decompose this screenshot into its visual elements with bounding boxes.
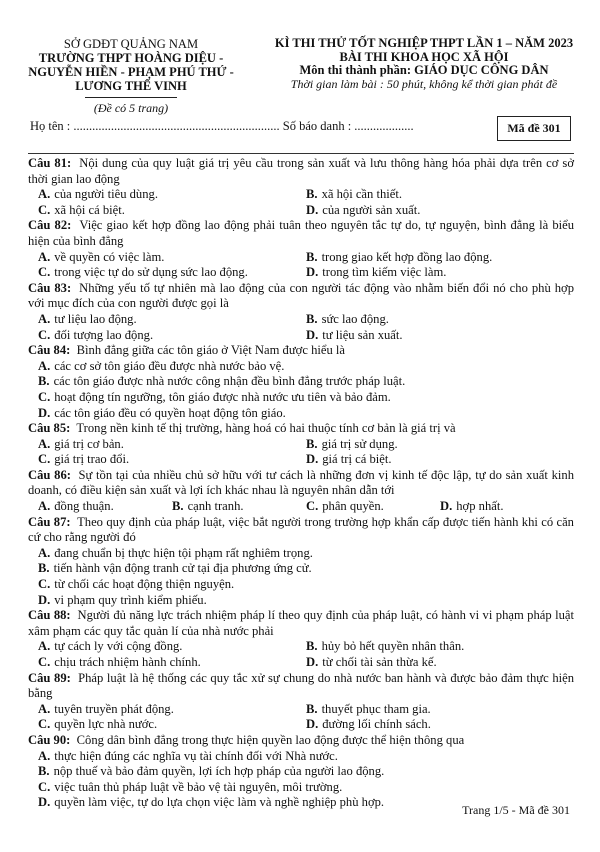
school-name-line-2: NGUYỄN HIỀN - PHẠM PHÚ THỨ - [28,65,234,79]
answer-option-a[interactable] [38,437,306,453]
option-label: C. [38,327,51,342]
answer-option-c[interactable] [38,717,306,733]
question-85 [28,421,574,468]
question-text: Công dân bình đẳng trong thực hiện quyền lao động được thể hiện thông qua [76,732,465,747]
answer-option-b[interactable] [38,764,574,780]
option-label: D. [38,795,51,810]
option-label: C. [38,265,51,280]
answer-option-c[interactable] [38,452,306,468]
option-text: trong việc tự do sử dụng sức lao động. [54,265,248,280]
question-number: Câu 81: [28,156,72,170]
option-label: C. [38,452,51,467]
school-name-line-1: TRƯỜNG THPT HOÀNG DIỆU - [38,51,224,65]
option-text: thuyết phục tham gia. [321,701,431,716]
option-label: A. [38,639,51,654]
question-stem [28,421,574,437]
option-label: D. [38,592,51,607]
question-90 [28,733,574,811]
option-text: giá trị cơ bản. [54,436,124,451]
option-text: đồng thuận. [54,499,114,514]
option-label: A. [38,187,51,202]
option-label: C. [38,655,51,669]
answer-options [28,639,574,670]
question-stem [28,671,574,702]
candidate-info [30,119,414,134]
answer-option-d[interactable] [306,265,574,281]
question-82 [28,218,574,280]
question-number: Câu 89: [28,670,71,685]
question-text: Người đủ năng lực trách nhiệm pháp lí theo quy định của pháp luật, có hành vi vi phạm pháp luật xâm phạm các quy tắc quản lí của nhà nước phải [28,608,574,638]
question-stem [28,281,574,312]
option-text: chịu trách nhiệm hành chính. [54,655,201,669]
option-label: D. [306,265,319,280]
question-number: Câu 84: [28,343,71,358]
answer-option-a[interactable] [38,639,306,655]
option-label: A. [38,311,51,326]
option-label: B. [306,436,318,451]
answer-option-a[interactable] [38,187,306,203]
option-text: của người tiêu dùng. [54,187,158,202]
answer-option-b[interactable] [306,187,574,203]
answer-option-c[interactable] [38,780,574,796]
answer-options [28,437,574,468]
answer-option-d[interactable] [306,655,574,671]
question-stem [28,733,574,749]
answer-options [28,250,574,281]
answer-option-c[interactable] [38,655,306,671]
option-label: D. [440,499,453,514]
option-text: của người sản xuất. [322,202,421,217]
answer-option-d[interactable] [38,406,574,422]
candidate-name-field: Họ tên : .................................................................. [30,119,280,133]
option-text: tuyên truyền phát động. [54,701,174,716]
option-label: C. [38,577,51,592]
answer-options [28,702,574,733]
answer-options [28,749,574,811]
option-label: B. [38,764,50,779]
option-label: D. [38,405,51,420]
option-label: C. [38,779,51,794]
option-text: thực hiện đúng các nghĩa vụ tài chính đối với Nhà nước. [54,748,338,763]
time-note: Thời gian làm bài : 50 phút, không kể thời gian phát đề [290,77,558,92]
answer-options [28,312,574,343]
option-text: từ chối các hoạt động thiện nguyện. [54,577,235,592]
question-87 [28,515,574,609]
question-stem [28,156,574,187]
question-number: Câu 88: [28,608,71,623]
answer-options [28,546,574,608]
option-text: tiến hành vận động tranh cử tại địa phương ứng cử. [53,561,312,576]
option-label: A. [38,358,51,373]
option-label: B. [306,187,318,202]
answer-option-a[interactable] [38,359,574,375]
question-81 [28,156,574,218]
candidate-id-field: Số báo danh : ................... [282,119,414,133]
school-name-line-3: LƯƠNG THẾ VINH [75,79,187,93]
question-text: Trong nền kinh tế thị trường, hàng hoá có hai thuộc tính cơ bản là giá trị và [76,421,456,436]
option-text: cạnh tranh. [187,499,244,514]
option-label: A. [38,545,51,560]
answer-option-b[interactable] [306,250,574,266]
answer-option-b[interactable] [38,561,574,577]
option-text: các tôn giáo đều có quyền hoạt động tôn giáo. [54,405,286,420]
option-text: tư liệu sản xuất. [322,327,403,342]
question-text: Những yếu tố tự nhiên mà lao động của con người tác động vào nhằm biến đổi nó cho phù hợp với mục đích của con người được gọi là [28,280,574,311]
answer-option-c[interactable] [38,328,306,344]
option-text: các cơ sở tôn giáo đều được nhà nước bảo vệ. [54,358,285,373]
option-text: nộp thuế và bảo đảm quyền, lợi ích hợp pháp của người lao động. [53,764,385,779]
question-text: Việc giao kết hợp đồng lao động phải tuân theo nguyên tắc tự do, tự nguyện, bình đẳng là biểu hiện của bình đẳng [28,218,574,248]
answer-option-a[interactable] [38,749,574,765]
option-label: C. [38,717,51,732]
option-text: đường lối chính sách. [322,717,431,732]
answer-option-b[interactable] [306,702,574,718]
option-label: B. [306,311,318,326]
question-number: Câu 83: [28,280,72,295]
question-text: Theo quy định của pháp luật, việc bắt người trong trường hợp khẩn cấp được tiến hành khi có căn cứ cho rằng người đó [28,514,574,545]
option-text: sức lao động. [321,311,389,326]
option-label: D. [306,452,319,467]
question-stem [28,608,574,639]
option-label: D. [306,655,319,669]
answer-option-d[interactable] [38,593,574,609]
option-text: quyền làm việc, tự do lựa chọn việc làm và nghề nghiệp phù hợp. [54,795,385,810]
question-text: Pháp luật là hệ thống các quy tắc xử sự chung do nhà nước ban hành và được bảo đảm thực hiện bằng [28,670,574,701]
option-text: đang chuẩn bị thực hiện tội phạm rất nghiêm trọng. [54,545,313,560]
question-number: Câu 82: [28,218,72,233]
answer-options [28,359,574,421]
answer-option-b[interactable] [306,437,574,453]
question-text: Sự tồn tại của nhiều chủ sở hữu với tư cách là những đơn vị kinh tế độc lập, tự do sản xuất kinh doanh, có điều kiện sản xuất và lợi ích khác nhau là nguyên nhân dẫn tới [28,467,574,498]
option-label: B. [306,701,318,716]
option-label: B. [306,249,318,264]
answer-option-c[interactable] [38,390,574,406]
option-text: giá trị trao đổi. [54,452,130,467]
answer-option-a[interactable] [38,250,306,266]
answer-option-b[interactable] [172,499,306,515]
option-label: A. [38,249,51,264]
answer-option-d[interactable] [306,328,574,344]
answer-option-a[interactable] [38,546,574,562]
exam-code-box: Mã đề 301 [497,116,571,141]
option-label: C. [38,202,51,217]
exam-title: KÌ THI THỬ TỐT NGHIỆP THPT LẦN 1 – NĂM 2023 [274,36,574,50]
answer-option-c[interactable] [38,577,574,593]
question-text: Nội dung của quy luật giá trị yêu cầu trong sản xuất và lưu thông hàng hóa phải dựa trên cơ sở thời gian lao động [28,156,574,186]
option-text: tư liệu lao động. [54,311,137,326]
page-footer: Trang 1/5 - Mã đề 301 [462,803,570,817]
option-text: việc tuân thủ pháp luật về bảo vệ tài nguyên, môi trường. [54,779,343,794]
question-number: Câu 86: [28,467,71,482]
option-text: hoạt động tín ngưỡng, tôn giáo được nhà nước ưu tiên và bảo đảm. [54,389,391,404]
question-list [28,153,574,811]
answer-option-b[interactable] [306,639,574,655]
question-number: Câu 87: [28,514,71,529]
option-text: trong tìm kiếm việc làm. [322,265,447,280]
question-83 [28,281,574,343]
answer-option-d[interactable] [306,717,574,733]
question-stem [28,468,574,499]
option-text: giá trị cá biệt. [322,452,392,467]
option-text: hủy bỏ hết quyền nhân thân. [321,639,465,654]
option-label: C. [38,389,51,404]
option-label: A. [38,748,51,763]
question-number: Câu 90: [28,732,71,747]
answer-option-d[interactable] [440,499,574,515]
option-label: B. [172,499,184,514]
option-text: đối tượng lao động. [54,327,154,342]
option-label: B. [306,639,318,654]
answer-options [28,187,574,218]
answer-option-a[interactable] [38,499,172,515]
answer-option-c[interactable] [306,499,440,515]
department-name: SỞ GDĐT QUẢNG NAM [63,37,199,51]
answer-option-c[interactable] [38,265,306,281]
component-subject: Môn thi thành phần: GIÁO DỤC CÔNG DÂN [299,63,549,78]
question-84 [28,343,574,421]
answer-option-c[interactable] [38,203,306,219]
option-text: các tôn giáo được nhà nước công nhận đều bình đẳng trước pháp luật. [53,374,406,389]
option-text: giá trị sử dụng. [321,436,398,451]
answer-option-a[interactable] [38,312,306,328]
answer-options [28,499,574,515]
option-label: D. [306,202,319,217]
question-number: Câu 85: [28,421,71,436]
option-text: xã hội cần thiết. [321,187,402,202]
option-label: A. [38,499,51,514]
answer-option-d[interactable] [306,452,574,468]
option-text: tự cách ly với cộng đồng. [54,639,183,654]
option-label: D. [306,327,319,342]
option-text: quyền lực nhà nước. [54,717,158,732]
option-label: D. [306,717,319,732]
option-label: A. [38,701,51,716]
option-text: xã hội cá biệt. [54,202,125,217]
answer-option-a[interactable] [38,702,306,718]
option-label: A. [38,436,51,451]
option-text: từ chối tài sản thừa kế. [322,655,437,669]
option-text: về quyền có việc làm. [54,249,165,264]
exam-subject-group: BÀI THI KHOA HỌC XÃ HỘI [339,49,509,64]
header-divider [85,97,177,98]
option-label: B. [38,374,50,389]
question-89 [28,671,574,733]
answer-option-b[interactable] [38,374,574,390]
option-label: B. [38,561,50,576]
header-right [255,37,593,92]
question-stem [28,515,574,546]
question-stem [28,218,574,249]
question-86 [28,468,574,515]
option-text: hợp nhất. [456,499,504,514]
option-text: trong giao kết hợp đồng lao động. [321,249,493,264]
question-stem [28,343,574,359]
answer-option-d[interactable] [306,203,574,219]
page-count-note: (Đề có 5 trang) [93,101,169,115]
header-left [20,37,242,115]
option-text: phân quyền. [322,499,384,514]
option-label: C. [306,499,319,514]
answer-option-b[interactable] [306,312,574,328]
question-88 [28,608,574,670]
question-text: Bình đẳng giữa các tôn giáo ở Việt Nam được hiểu là [76,343,345,358]
option-text: vi phạm quy trình kiểm phiếu. [54,592,207,607]
